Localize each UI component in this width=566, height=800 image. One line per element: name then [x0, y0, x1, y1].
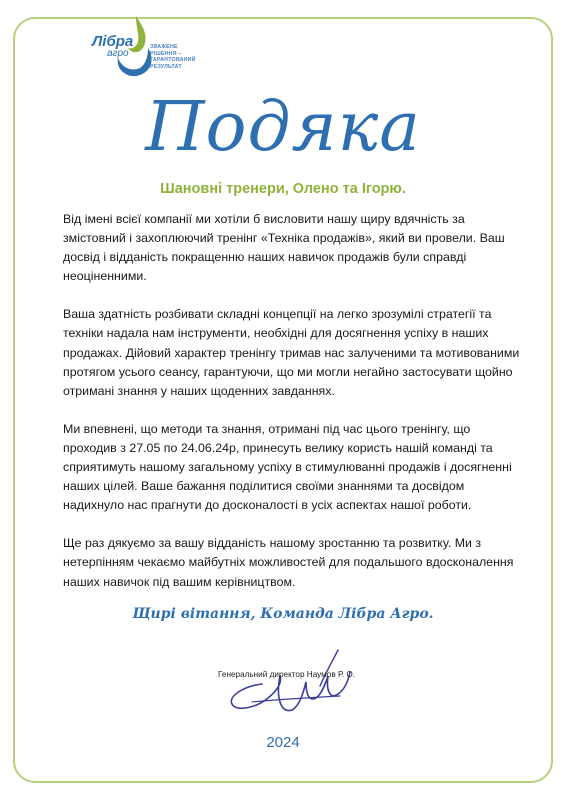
slogan-line: РІШЕННЯ –: [150, 50, 182, 57]
body-paragraph: Ми впевнені, що методи та знання, отримані під час цього тренінгу, що проходив з 27.05 по 24.06.24р, принесуть велику користь нашій команді та сприятимуть нашому загальному успіху в стимулюванні продажів і досягненні наших цілей. Ваше бажання поділитися своїми знаннями та досвідом надихнуло нас прагнути до досконалості в усіх аспектах нашої роботи.: [63, 421, 512, 513]
letter-body: [63, 210, 523, 611]
letter-year: 2024: [266, 734, 300, 751]
handwritten-signature: [222, 642, 372, 726]
letter-closing: Щирі вітання, Команда Лібра Агро.: [132, 606, 434, 622]
brand-name: Лібра: [92, 33, 134, 50]
brand-slogan: [150, 44, 222, 70]
letter-greeting: Шановні тренери, Олено та Ігорю.: [160, 181, 406, 197]
slogan-line: РЕЗУЛЬТАТ: [150, 63, 182, 70]
brand-subname: агро: [107, 48, 129, 59]
body-paragraph: Ще раз дякуємо за вашу відданість нашому зростанню та розвитку. Ми з нетерпінням чекаємо майбутніх можливостей для подальшого вдосконалення наших навичок під вашим керівництвом.: [63, 536, 514, 589]
slogan-line: ЗВАЖЕНЕ: [150, 44, 178, 50]
company-logo: [92, 14, 212, 80]
body-paragraph: Від імені всієї компанії ми хотіли б висловити нашу щиру вдячність за змістовний і захоплюючий тренінг «Техніка продажів», який ви провели. Ваш досвід і відданість покращенню наших навичок продажів були справді неоціненними.: [63, 212, 505, 284]
slogan-line: ГАРАНТОВАНИЙ: [150, 57, 196, 64]
body-paragraph: Ваша здатність розбивати складні концепції на легко зрозумілі стратегії та техніки надала нам інструменти, необхідні для досягнення успіху в наших продажах. Дійовий характер тренінгу тримав нас залученими та мотивованими протягом усього сеансу, гарантуючи, що ми могли негайно застосувати щойно отримані знання у наших щоденних завданнях.: [63, 307, 520, 398]
letter-title: Подяка: [145, 88, 421, 167]
signatory-line: Генеральний директор Наумов Р. О.: [218, 670, 356, 679]
